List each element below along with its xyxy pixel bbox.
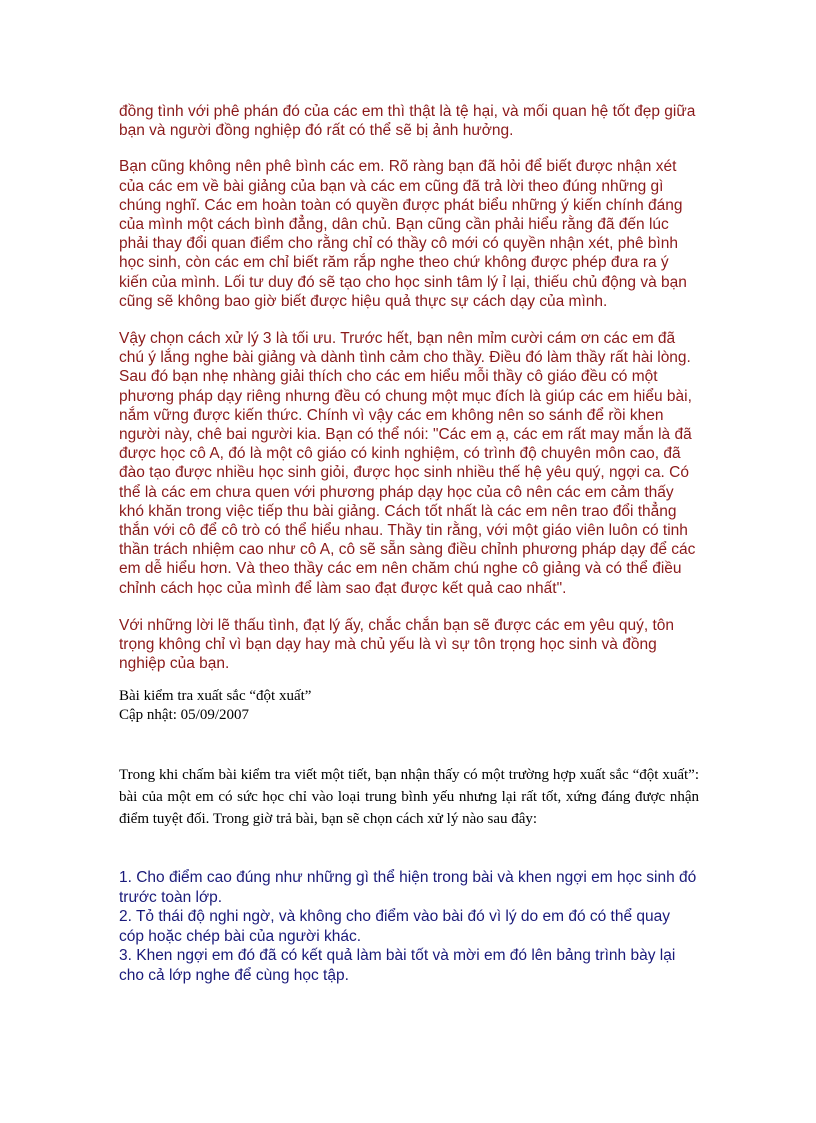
- document-page: [119, 102, 699, 985]
- article-header: [119, 687, 699, 724]
- paragraph-4: Với những lời lẽ thấu tình, đạt lý ấy, chắc chắn bạn sẽ được các em yêu quý, tôn trọng không chỉ vì bạn dạy hay mà chủ yếu là vì sự tôn trọng học sinh và đồng nghiệp của bạn.: [119, 616, 675, 673]
- article-updated-date: Cập nhật: 05/09/2007: [119, 706, 249, 723]
- paragraph-1: đồng tình với phê phán đó của các em thì thật là tệ hại, và mối quan hệ tốt đẹp giữa bạn và người đồng nghiệp đó rất có thể sẽ bị ảnh hưởng.: [119, 103, 696, 140]
- article-title: Bài kiểm tra xuất sắc “đột xuất”: [119, 688, 312, 705]
- paragraph-3: Vậy chọn cách xử lý 3 là tối ưu. Trước hết, bạn nên mỉm cười cám ơn các em đã chú ý lắng nghe bài giảng và dành tình cảm cho thầy. Điều đó làm thầy rất hài lòng. Sau đó bạn nhẹ nhàng giải thích cho các em hiểu mỗi thầy cô giáo đều có một phương pháp dạy riêng nhưng đều có chung một mục đích là giúp các em hiểu bài, nắm vững được kiến thức. Chính vì vậy các em không nên so sánh để rồi khen người này, chê bai người kia. Bạn có thể nói: "Các em ạ, các em rất may mắn là đã được học cô A, đó là một cô giáo có kinh nghiệm, có trình độ chuyên môn cao, đã đào tạo được nhiều học sinh giỏi, được học sinh nhiều thế hệ yêu quý, ngợi ca. Có thể là các em chưa quen với phương pháp dạy học của cô nên các em cảm thấy khó khăn trong việc tiếp thu bài giảng. Cách tốt nhất là các em nên trao đổi thẳng thắn với cô để cô trò có thể hiểu nhau. Thầy tin rằng, với một giáo viên luôn có tinh thần trách nhiệm cao như cô A, cô sẽ sẵn sàng điều chỉnh phương pháp dạy để các em dễ hiểu hơn. Và theo thầy các em nên chăm chú nghe cô giảng và có thể điều chỉnh cách học của mình để làm sao đạt được kết quả cao nhất".: [119, 330, 696, 597]
- option-1: 1. Cho điểm cao đúng như những gì thể hiện trong bài và khen ngợi em học sinh đó trước toàn lớp.: [119, 869, 697, 906]
- options-list: [119, 868, 699, 985]
- article-intro: Trong khi chấm bài kiểm tra viết một tiết, bạn nhận thấy có một trường hợp xuất sắc “đột xuất”: bài của một em có sức học chỉ vào loại trung bình yếu nhưng lại rất tốt, xứng đáng được nhận điểm tuyệt đối. Trong giờ trả bài, bạn sẽ chọn cách xử lý nào sau đây:: [119, 767, 699, 828]
- paragraph-2: Bạn cũng không nên phê bình các em. Rõ ràng bạn đã hỏi để biết được nhận xét của các em về bài giảng của bạn và các em cũng đã trả lời theo đúng những gì chúng nghĩ. Các em hoàn toàn có quyền được phát biểu những ý kiến chính đáng của mình một cách bình đẳng, dân chủ. Bạn cũng cần phải hiểu rằng đã đến lúc phải thay đổi quan điểm cho rằng chỉ có thầy cô mới có quyền nhận xét, phê bình học sinh, còn các em chỉ biết răm rắp nghe theo chứ không được phép đưa ra ý kiến của mình. Lối tư duy đó sẽ tạo cho học sinh tâm lý ỉ lại, thiếu chủ động và bạn cũng sẽ không bao giờ biết được hiệu quả thực sự cách dạy của mình.: [119, 158, 687, 310]
- option-2: 2. Tỏ thái độ nghi ngờ, và không cho điểm vào bài đó vì lý do em đó có thể quay cóp hoặc chép bài của người khác.: [119, 908, 671, 945]
- option-3: 3. Khen ngợi em đó đã có kết quả làm bài tốt và mời em đó lên bảng trình bày lại cho cả lớp nghe để cùng học tập.: [119, 947, 676, 984]
